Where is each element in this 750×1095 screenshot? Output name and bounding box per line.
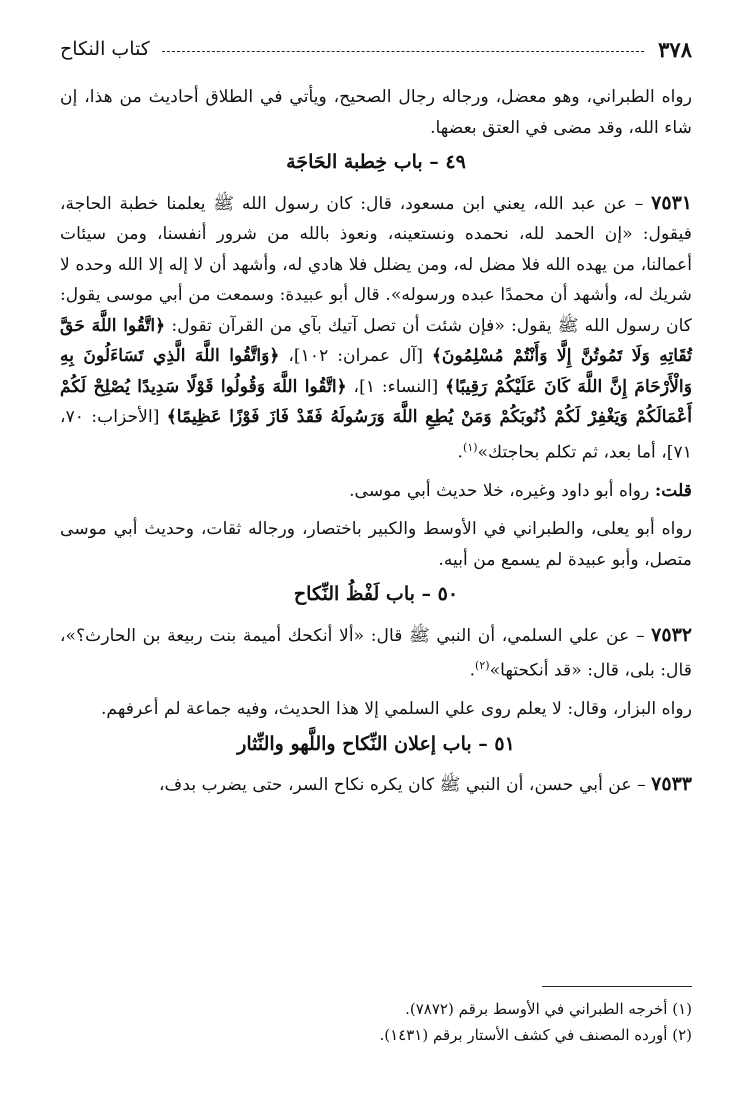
header-dash-rule bbox=[162, 51, 644, 52]
chapter-heading: ٥٠ – باب لَفْظُ النِّكاح bbox=[293, 583, 459, 606]
quran-verse: ﴿وَاتَّقُوا اللَّهَ الَّذِي تَسَاءَلُونَ بِهِ وَالْأَرْحَامَ إِنَّ اللَّهَ كَانَ عَلَيْكُمْ رَقِيبًا﴾ bbox=[60, 346, 692, 397]
quran-verse: ﴿اتَّقُوا اللَّهَ حَقَّ تُقَاتِهِ وَلَا تَمُوتُنَّ إِلَّا وَأَنْتُمْ مُسْلِمُونَ﴾ bbox=[60, 315, 692, 366]
hadith-number: ٧٥٣٢ bbox=[651, 623, 692, 646]
text-run: رواه أبو يعلى، والطبراني في الأوسط والكبير باختصار، ورجاله ثقات، وحديث أبي موسى متصل، وأبو عبيدة لم يسمع من أبيه. bbox=[60, 519, 692, 570]
running-head bbox=[60, 36, 692, 62]
paragraph bbox=[60, 620, 692, 687]
text-run: – عن علي السلمي، أن النبي ﷺ قال: «ألا أنكحك أميمة بنت ربيعة بن الحارث؟»، قال: بلى، قال: «قد أنكحتها» bbox=[60, 625, 692, 681]
hadith-number: ٧٥٣١ bbox=[651, 191, 692, 214]
main-text bbox=[60, 82, 692, 801]
qultu-label: قلت: bbox=[654, 480, 692, 501]
paragraph bbox=[60, 82, 692, 143]
book-title: كتاب النكاح bbox=[60, 38, 150, 60]
paragraph bbox=[60, 188, 692, 468]
text-run: . bbox=[457, 442, 464, 463]
footnote-ref: (٢) bbox=[475, 659, 490, 673]
text-run: [الأحزاب: ٧٠، ٧١]، أما بعد، ثم تكلم بحاجتك» bbox=[60, 407, 692, 463]
chapter-heading: ٥١ – باب إعلان النِّكاح واللَّهو والنِّثار bbox=[237, 732, 515, 755]
page-number: ٣٧٨ bbox=[658, 36, 692, 62]
footnote-1: (١) أخرجه الطبراني في الأوسط برقم (٧٨٧٢). bbox=[405, 1000, 692, 1018]
hadith-number: ٧٥٣٣ bbox=[651, 773, 692, 796]
text-run: – عن عبد الله، يعني ابن مسعود، قال: كان رسول الله ﷺ يعلمنا خطبة الحاجة، فيقول: «إن الحمد لله، نحمده ونستعينه، ونعوذ بالله من شرور أنفسنا، ومن سيئات أعمالنا، من يهده الله فلا مضل له، ومن يضلل فلا هادي له، وأشهد أن لا إله إلا الله وحده لا شريك له، وأشهد أن محمدًا عبده ورسوله». قال أبو عبيدة: وسمعت من أبي موسى يقول: كان رسول الله ﷺ يقول: «فإن شئت أن تصل آتيك بآي من القرآن تقول: bbox=[60, 193, 692, 336]
paragraph bbox=[60, 769, 692, 801]
page bbox=[60, 36, 692, 1056]
footnote-2: (٢) أورده المصنف في كشف الأستار برقم (١٤٣١). bbox=[379, 1026, 692, 1044]
footnote-ref: (١) bbox=[463, 440, 478, 454]
paragraph bbox=[60, 476, 692, 507]
footnotes bbox=[60, 996, 692, 1048]
text-run: . bbox=[469, 660, 476, 681]
text-run: [آل عمران: ١٠٢]، bbox=[279, 346, 432, 366]
text-run: رواه أبو داود وغيره، خلا حديث أبي موسى. bbox=[349, 480, 655, 501]
footnote-divider bbox=[542, 986, 692, 987]
paragraph bbox=[60, 694, 692, 725]
paragraph bbox=[60, 514, 692, 575]
text-run: – عن أبي حسن، أن النبي ﷺ كان يكره نكاح السر، حتى يضرب بدف، bbox=[158, 775, 652, 796]
text-run: رواه البزار، وقال: لا يعلم روى علي السلمي إلا هذا الحديث، وفيه جماعة لم أعرفهم. bbox=[100, 699, 692, 720]
text-run: [النساء: ١]، bbox=[346, 376, 446, 397]
text-run: رواه الطبراني، وهو معضل، ورجاله رجال الصحيح، ويأتي في الطلاق أحاديث من هذا، إن شاء الله، وقد مضى في العتق بعضها. bbox=[60, 87, 692, 138]
quran-verse: ﴿اتَّقُوا اللَّهَ وَقُولُوا قَوْلًا سَدِيدًا يُصْلِحْ لَكُمْ أَعْمَالَكُمْ وَيَغْفِرْ لَكُمْ ذُنُوبَكُمْ وَمَنْ يُطِعِ اللَّهَ وَرَسُولَهُ فَقَدْ فَازَ فَوْزًا عَظِيمًا﴾ bbox=[60, 376, 692, 427]
chapter-heading: ٤٩ – باب خِطبة الحَاجَة bbox=[286, 151, 466, 173]
